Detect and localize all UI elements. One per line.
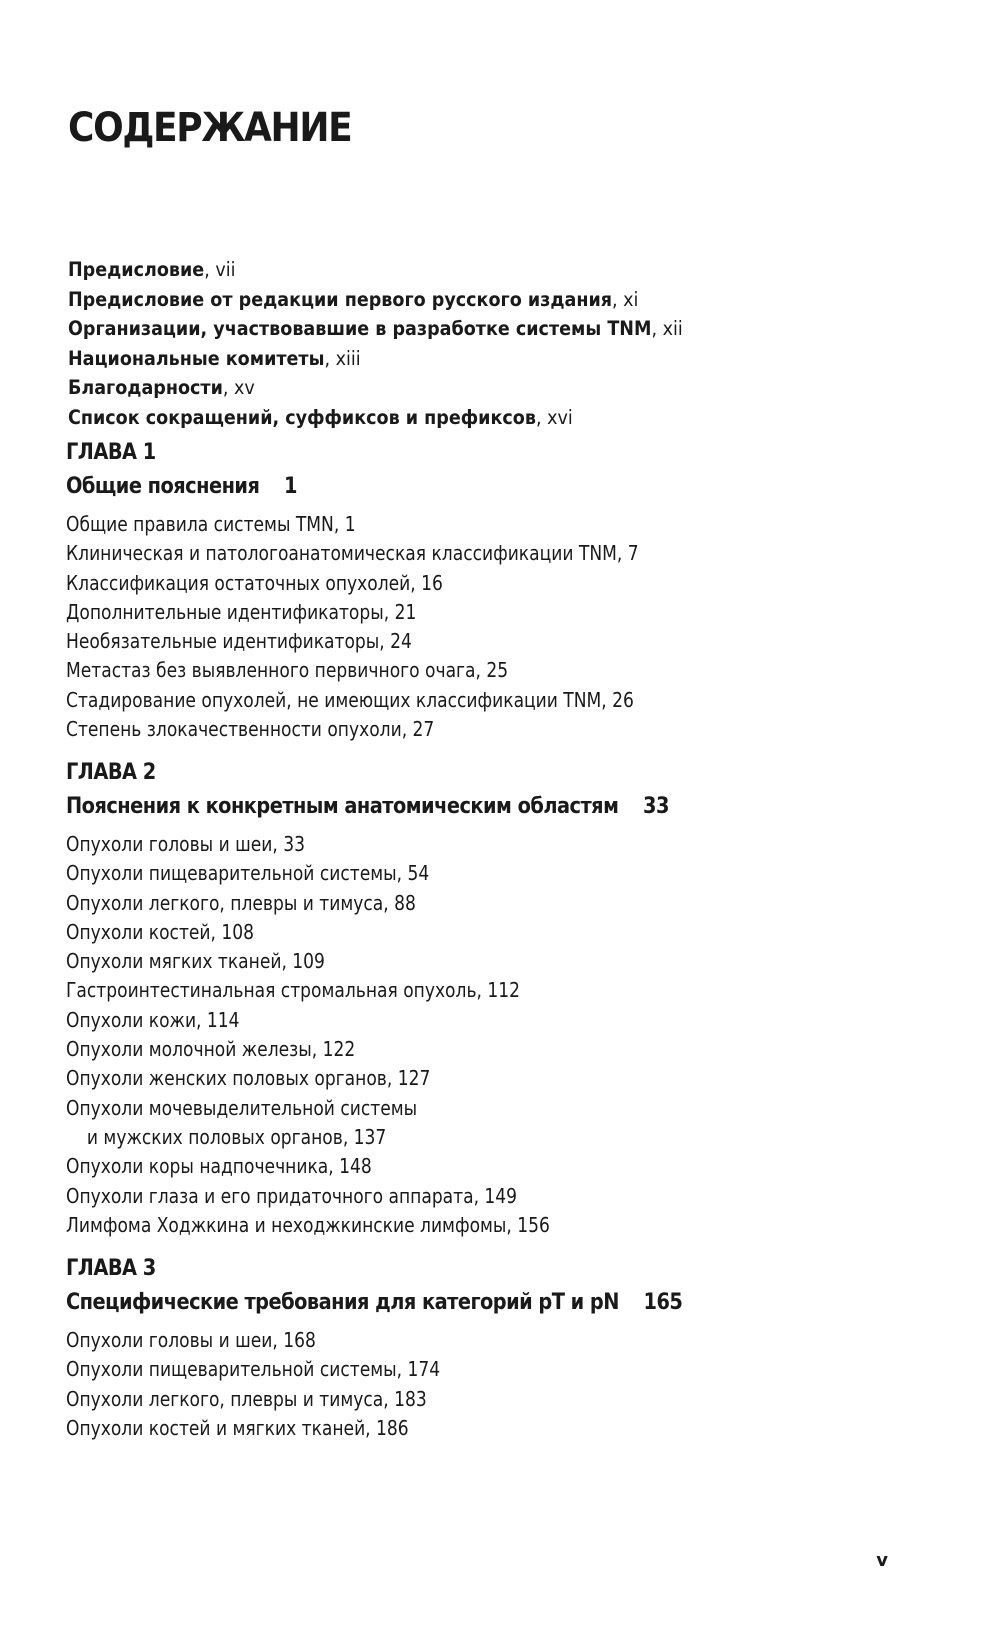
- chapter-page: 33: [643, 794, 669, 819]
- toc-entry: Опухоли кожи, 114: [66, 1007, 240, 1032]
- toc-entry: Лимфома Ходжкина и неходжкинские лимфомы, 156: [66, 1212, 550, 1237]
- toc-entry-label: Предисловие от редакции первого русского издания: [68, 287, 613, 311]
- toc-entry: Опухоли пищеварительной системы, 54: [66, 861, 430, 886]
- toc-entry: Опухоли глаза и его придаточного аппарата, 149: [66, 1183, 518, 1208]
- toc-entry: Опухоли костей и мягких тканей, 186: [66, 1415, 409, 1440]
- toc-entry: Степень злокачественности опухоли, 27: [66, 717, 435, 742]
- toc-entry: [68, 344, 968, 374]
- chapter-label: ГЛАВА 2: [66, 760, 156, 785]
- toc-entry-page: , vii: [204, 258, 236, 281]
- toc-entry-label: Национальные комитеты: [68, 346, 325, 370]
- chapter-title: [66, 792, 858, 822]
- toc-entry: [68, 373, 968, 403]
- toc-entry: Опухоли молочной железы, 122: [66, 1037, 356, 1062]
- chapter-entries: [66, 510, 966, 744]
- chapter-entries: [66, 1326, 966, 1443]
- toc-entry: Общие правила системы TMN, 1: [66, 512, 356, 536]
- chapter-title-text: Общие пояснения: [66, 474, 260, 499]
- toc-entry: Опухоли головы и шеи, 168: [66, 1328, 316, 1352]
- toc-entry: Клиническая и патологоанатомическая классификации TNM, 7: [66, 541, 639, 566]
- toc-entry: Метастаз без выявленного первичного очага, 25: [66, 658, 509, 683]
- toc-entry: Опухоли легкого, плевры и тимуса, 88: [66, 890, 416, 915]
- toc-entry-page: , xii: [651, 317, 683, 341]
- chapter-title: [66, 1288, 858, 1318]
- toc-entry: Опухоли мягких тканей, 109: [66, 949, 325, 974]
- toc-entry: Опухоли коры надпочечника, 148: [66, 1154, 372, 1179]
- toc-entry-page: , xi: [612, 287, 639, 311]
- chapter-title: [66, 472, 858, 502]
- front-matter-list: [68, 255, 968, 433]
- toc-entry-label: Список сокращений, суффиксов и префиксов: [68, 405, 536, 429]
- toc-entry: [68, 285, 968, 315]
- toc-entry-continuation: и мужских половых органов, 137: [86, 1124, 387, 1149]
- toc-entry-page: , xiii: [324, 346, 361, 370]
- chapter-page: 165: [643, 1290, 683, 1315]
- chapter-label: ГЛАВА 3: [66, 1256, 156, 1281]
- chapter-3: [66, 1254, 966, 1443]
- chapter-1: [66, 438, 966, 744]
- toc-entry-label: Благодарности: [68, 376, 223, 400]
- chapter-2: [66, 758, 966, 1240]
- toc-entry: Опухоли мочевыделительной системы: [66, 1095, 418, 1120]
- toc-entry: [68, 255, 968, 285]
- page-number: v: [876, 1550, 888, 1571]
- toc-entry: Опухоли женских половых органов, 127: [66, 1066, 431, 1091]
- chapter-page: 1: [284, 474, 297, 499]
- chapter-label: ГЛАВА 1: [66, 440, 156, 465]
- toc-entry: Дополнительные идентификаторы, 21: [66, 599, 417, 624]
- toc-entry: Опухоли пищеварительной системы, 174: [66, 1357, 441, 1382]
- toc-entry: Стадирование опухолей, не имеющих классификации TNM, 26: [66, 687, 634, 712]
- chapter-title-text: Специфические требования для категорий pT и pN: [66, 1290, 619, 1315]
- toc-entry: Гастроинтестинальная стромальная опухоль, 112: [66, 978, 520, 1003]
- toc-entry-label: Организации, участвовавшие в разработке системы TNM: [68, 317, 652, 341]
- toc-entry: Опухоли головы и шеи, 33: [66, 832, 305, 856]
- toc-entry: [68, 314, 968, 344]
- toc-entry: Опухоли легкого, плевры и тимуса, 183: [66, 1386, 427, 1411]
- toc-entry: Необязательные идентификаторы, 24: [66, 629, 412, 654]
- chapter-entries: [66, 830, 966, 1240]
- chapter-title-text: Пояснения к конкретным анатомическим областям: [66, 794, 619, 819]
- toc-entry-page: , xvi: [535, 405, 573, 429]
- page-title: СОДЕРЖАНИЕ: [68, 105, 352, 151]
- toc-entry: Опухоли костей, 108: [66, 919, 255, 944]
- toc-entry: [68, 403, 968, 433]
- toc-entry-label: Предисловие: [68, 258, 205, 281]
- toc-entry-page: , xv: [222, 376, 255, 400]
- toc-entry: Классификация остаточных опухолей, 16: [66, 570, 443, 595]
